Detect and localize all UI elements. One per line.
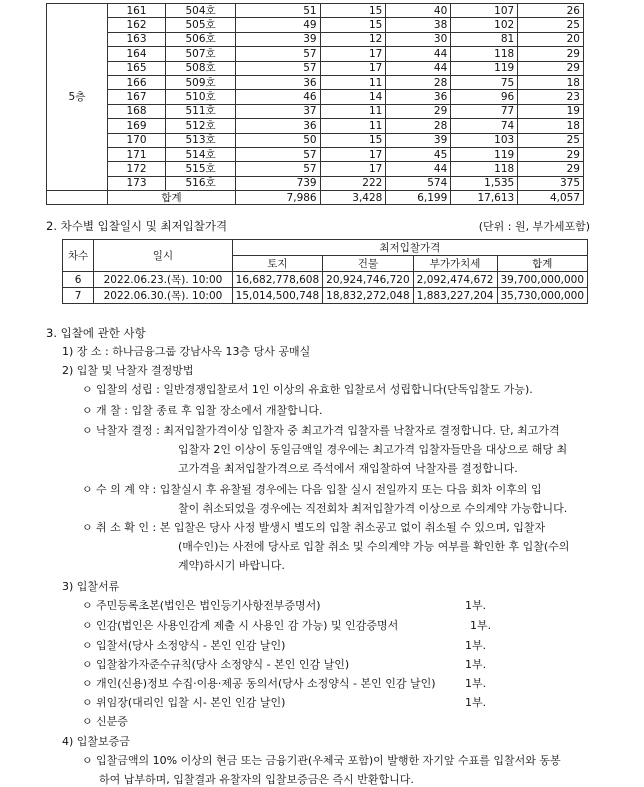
- total-value-cell: 4,057: [518, 191, 584, 205]
- vat-cell: 1,883,227,204: [413, 288, 497, 304]
- value-cell: 23: [518, 90, 584, 104]
- value-cell: 77: [451, 104, 518, 118]
- line-text: 위임장(대리인 입찰 시- 본인 인감 날인): [96, 696, 286, 709]
- line-text: 주민등록초본(법인은 법인등기사항전부증명서): [96, 599, 321, 612]
- bullet-icon: ㅇ: [82, 404, 93, 417]
- unit-note: (단위 : 원, 부가세포함): [478, 220, 590, 233]
- no-cell: 161: [107, 4, 165, 18]
- value-cell: 39: [235, 32, 320, 46]
- table-row: [47, 61, 584, 75]
- text-line: [82, 619, 398, 633]
- sum-cell: 35,730,000,000: [497, 288, 588, 304]
- value-cell: 28: [386, 119, 451, 133]
- line-text: 개 찰 : 입찰 종료 후 입찰 장소에서 개찰합니다.: [96, 404, 323, 417]
- value-cell: 11: [320, 104, 386, 118]
- table-row: [47, 90, 584, 104]
- table-row: [47, 75, 584, 89]
- table-row: [47, 47, 584, 61]
- value-cell: 15: [320, 4, 386, 18]
- text-line: [62, 735, 130, 749]
- value-cell: 118: [451, 162, 518, 176]
- value-cell: 118: [451, 47, 518, 61]
- value-cell: 51: [235, 4, 320, 18]
- line-text: (매수인)는 사전에 당사로 입찰 취소 및 수의계약 가능 여부를 확인한 후 입찰(수의: [178, 540, 570, 553]
- value-cell: 18: [518, 75, 584, 89]
- no-cell: 168: [107, 104, 165, 118]
- copy-count: 1부.: [465, 599, 487, 612]
- line-text: 3) 입찰서류: [62, 580, 120, 593]
- value-cell: 36: [235, 75, 320, 89]
- copy-count: 1부.: [465, 677, 487, 690]
- text-line: [82, 483, 542, 497]
- value-cell: 17: [320, 61, 386, 75]
- total-value-cell: 17,613: [451, 191, 518, 205]
- value-cell: 38: [386, 18, 451, 32]
- land-cell: 15,014,500,748: [232, 288, 323, 304]
- room-cell: 505호: [166, 18, 236, 32]
- value-cell: 46: [235, 90, 320, 104]
- line-text: 낙찰자 결정 : 최저입찰가격이상 입찰자 중 최고가격 입찰자를 낙찰자로 결정합니다. 단, 최고가격: [96, 424, 560, 437]
- line-text: 입찰자 2인 이상이 동일금액일 경우에는 최고가격 입찰자들만을 대상으로 해당 최: [178, 443, 568, 456]
- value-cell: 40: [386, 4, 451, 18]
- table-row: [47, 162, 584, 176]
- text-line: [82, 383, 533, 397]
- value-cell: 29: [518, 47, 584, 61]
- room-cell: 507호: [166, 47, 236, 61]
- line-text: 고가격을 최저입찰가격으로 즉석에서 재입찰하여 낙찰자를 결정합니다.: [178, 462, 518, 475]
- value-cell: 29: [518, 61, 584, 75]
- text-line: [82, 424, 560, 438]
- text-line: [82, 521, 545, 535]
- header-datetime: 일시: [94, 240, 232, 272]
- round-cell: 6: [63, 272, 94, 288]
- text-line: [82, 677, 436, 691]
- value-cell: 739: [235, 176, 320, 190]
- value-cell: 57: [235, 162, 320, 176]
- text-line: [178, 540, 569, 554]
- value-cell: 57: [235, 61, 320, 75]
- bullet-icon: ㅇ: [82, 599, 93, 612]
- header-building: 건물: [323, 256, 414, 272]
- room-cell: 514호: [166, 147, 236, 161]
- value-cell: 1,535: [451, 176, 518, 190]
- total-row: [47, 191, 584, 205]
- text-line: [178, 443, 567, 457]
- value-cell: 44: [386, 61, 451, 75]
- header-round: 차수: [63, 240, 94, 272]
- value-cell: 36: [235, 119, 320, 133]
- header-min-price: 최저입찰가격: [232, 240, 587, 256]
- line-text: 취 소 확 인 : 본 입찰은 당사 사정 발생시 별도의 입찰 취소공고 없이 취소될 수 있으며, 입찰자: [96, 521, 546, 534]
- value-cell: 12: [320, 32, 386, 46]
- value-cell: 119: [451, 61, 518, 75]
- room-cell: 509호: [166, 75, 236, 89]
- bullet-icon: ㅇ: [82, 658, 93, 671]
- value-cell: 74: [451, 119, 518, 133]
- line-text: 계약)하시기 바랍니다.: [178, 559, 285, 572]
- value-cell: 17: [320, 47, 386, 61]
- value-cell: 96: [451, 90, 518, 104]
- unit-price-table: [46, 3, 584, 205]
- no-cell: 164: [107, 47, 165, 61]
- bullet-icon: ㅇ: [82, 696, 93, 709]
- value-cell: 29: [518, 147, 584, 161]
- building-cell: 20,924,746,720: [323, 272, 414, 288]
- text-line: [82, 639, 285, 653]
- value-cell: 39: [386, 133, 451, 147]
- value-cell: 37: [235, 104, 320, 118]
- value-cell: 44: [386, 162, 451, 176]
- bullet-icon: ㅇ: [82, 483, 93, 496]
- line-text: 인감(법인은 사용인감계 제출 시 사용인 감 가능) 및 인감증명서: [96, 619, 399, 632]
- value-cell: 103: [451, 133, 518, 147]
- value-cell: 17: [320, 147, 386, 161]
- value-cell: 375: [518, 176, 584, 190]
- table-row: [47, 147, 584, 161]
- value-cell: 25: [518, 133, 584, 147]
- table-row: [47, 176, 584, 190]
- table-row: [47, 32, 584, 46]
- table-row: [47, 18, 584, 32]
- total-value-cell: 3,428: [320, 191, 386, 205]
- value-cell: 28: [386, 75, 451, 89]
- text-line: [178, 559, 285, 573]
- line-text: 입찰의 성립 : 일반경쟁입찰로서 1인 이상의 유효한 입찰로서 성립합니다(단독입찰도 가능).: [96, 383, 533, 396]
- table-row: [47, 104, 584, 118]
- room-cell: 515호: [166, 162, 236, 176]
- no-cell: 171: [107, 147, 165, 161]
- value-cell: 20: [518, 32, 584, 46]
- table-row: [47, 133, 584, 147]
- floor-group-cell: 5층: [47, 4, 108, 191]
- datetime-cell: 2022.06.23.(목). 10:00: [94, 272, 232, 288]
- copy-count: 1부.: [470, 619, 492, 632]
- copy-count: 1부.: [465, 639, 487, 652]
- text-line: [62, 364, 194, 378]
- bullet-icon: ㅇ: [82, 677, 93, 690]
- room-cell: 511호: [166, 104, 236, 118]
- value-cell: 29: [518, 162, 584, 176]
- total-label: 합계: [107, 191, 235, 205]
- bid-schedule-table: [62, 239, 588, 304]
- no-cell: 163: [107, 32, 165, 46]
- value-cell: 25: [518, 18, 584, 32]
- bullet-icon: ㅇ: [82, 639, 93, 652]
- value-cell: 222: [320, 176, 386, 190]
- line-text: 4) 입찰보증금: [62, 735, 130, 748]
- value-cell: 119: [451, 147, 518, 161]
- text-line: [82, 715, 128, 729]
- text-line: [82, 754, 561, 768]
- land-cell: 16,682,778,608: [232, 272, 323, 288]
- section2-heading: 2. 차수별 입찰일시 및 최저입찰가격: [46, 219, 228, 233]
- building-cell: 18,832,272,048: [323, 288, 414, 304]
- sum-cell: 39,700,000,000: [497, 272, 588, 288]
- value-cell: 44: [386, 47, 451, 61]
- header-land: 토지: [232, 256, 323, 272]
- room-cell: 516호: [166, 176, 236, 190]
- room-cell: 508호: [166, 61, 236, 75]
- line-text: 개인(신용)정보 수집·이용·제공 동의서(당사 소정양식 - 본인 인감 날인): [96, 677, 436, 690]
- value-cell: 14: [320, 90, 386, 104]
- value-cell: 29: [386, 104, 451, 118]
- bullet-icon: ㅇ: [82, 715, 93, 728]
- value-cell: 36: [386, 90, 451, 104]
- value-cell: 81: [451, 32, 518, 46]
- line-text: 입찰서(당사 소정양식 - 본인 인감 날인): [96, 639, 286, 652]
- value-cell: 57: [235, 147, 320, 161]
- value-cell: 15: [320, 133, 386, 147]
- no-cell: 165: [107, 61, 165, 75]
- line-text: 수 의 계 약 : 입찰실시 후 유찰될 경우에는 다음 입찰 실시 전일까지 또는 다음 회차 이후의 입: [96, 483, 542, 496]
- bullet-icon: ㅇ: [82, 754, 93, 767]
- text-line: [178, 462, 518, 476]
- bullet-icon: ㅇ: [82, 521, 93, 534]
- value-cell: 15: [320, 18, 386, 32]
- text-line: [82, 658, 349, 672]
- bullet-icon: ㅇ: [82, 619, 93, 632]
- line-text: 1) 장 소 : 하나금융그룹 강남사옥 13층 당사 공매실: [62, 345, 311, 358]
- text-line: [82, 696, 285, 710]
- line-text: 입찰참가자준수규칙(당사 소정양식 - 본인 인감 날인): [96, 658, 350, 671]
- value-cell: 45: [386, 147, 451, 161]
- value-cell: 30: [386, 32, 451, 46]
- line-text: 2) 입찰 및 낙찰자 결정방법: [62, 364, 194, 377]
- no-cell: 172: [107, 162, 165, 176]
- text-line: [82, 404, 322, 418]
- text-line: [178, 502, 567, 516]
- line-text: 찰이 취소되었을 경우에는 직전회차 최저입찰가격 이상으로 수의계약 가능합니다.: [178, 502, 568, 515]
- no-cell: 167: [107, 90, 165, 104]
- value-cell: 18: [518, 119, 584, 133]
- value-cell: 49: [235, 18, 320, 32]
- value-cell: 11: [320, 75, 386, 89]
- header-vat: 부가가치세: [413, 256, 497, 272]
- header-sum: 합계: [497, 256, 588, 272]
- value-cell: 26: [518, 4, 584, 18]
- total-value-cell: 6,199: [386, 191, 451, 205]
- copy-count: 1부.: [465, 696, 487, 709]
- no-cell: 162: [107, 18, 165, 32]
- value-cell: 11: [320, 119, 386, 133]
- room-cell: 512호: [166, 119, 236, 133]
- text-line: [62, 580, 119, 594]
- value-cell: 107: [451, 4, 518, 18]
- copy-count: 1부.: [465, 658, 487, 671]
- no-cell: 173: [107, 176, 165, 190]
- table-row: [47, 4, 584, 18]
- total-value-cell: 7,986: [235, 191, 320, 205]
- bullet-icon: ㅇ: [82, 383, 93, 396]
- bullet-icon: ㅇ: [82, 424, 93, 437]
- no-cell: 170: [107, 133, 165, 147]
- value-cell: 19: [518, 104, 584, 118]
- empty-cell: [47, 191, 108, 205]
- room-cell: 510호: [166, 90, 236, 104]
- value-cell: 574: [386, 176, 451, 190]
- table-row: [47, 119, 584, 133]
- section3-heading: 3. 입찰에 관한 사항: [46, 326, 146, 340]
- room-cell: 504호: [166, 4, 236, 18]
- table-row: [63, 288, 588, 304]
- room-cell: 513호: [166, 133, 236, 147]
- value-cell: 17: [320, 162, 386, 176]
- text-line: [82, 599, 321, 613]
- value-cell: 57: [235, 47, 320, 61]
- line-text: 신분증: [96, 715, 128, 728]
- datetime-cell: 2022.06.30.(목). 10:00: [94, 288, 232, 304]
- room-cell: 506호: [166, 32, 236, 46]
- text-line: [99, 773, 414, 787]
- line-text: 입찰금액의 10% 이상의 현금 또는 금융기관(우체국 포함)이 발행한 자기앞 수표를 입찰서와 동봉: [96, 754, 561, 767]
- value-cell: 50: [235, 133, 320, 147]
- round-cell: 7: [63, 288, 94, 304]
- no-cell: 166: [107, 75, 165, 89]
- vat-cell: 2,092,474,672: [413, 272, 497, 288]
- value-cell: 102: [451, 18, 518, 32]
- line-text: 하여 납부하며, 입찰결과 유찰자의 입찰보증금은 즉시 반환합니다.: [99, 773, 414, 786]
- text-line: [62, 345, 310, 359]
- value-cell: 75: [451, 75, 518, 89]
- no-cell: 169: [107, 119, 165, 133]
- table-row: [63, 272, 588, 288]
